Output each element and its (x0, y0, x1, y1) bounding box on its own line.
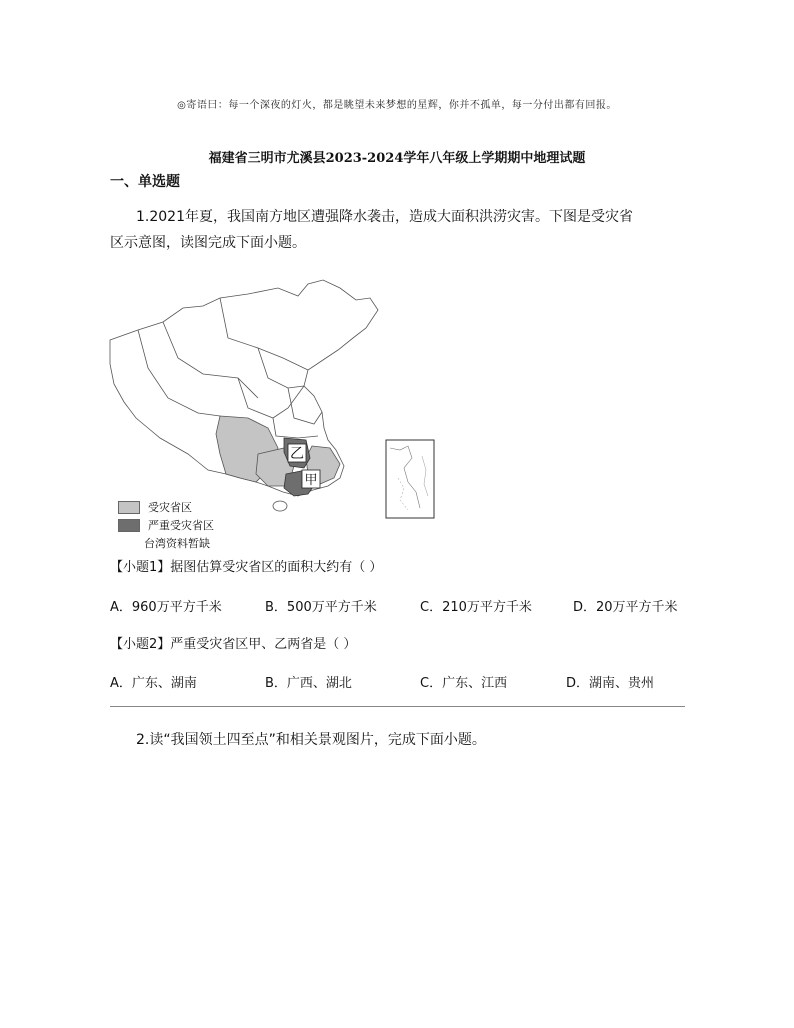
hainan-island (273, 501, 287, 511)
legend-note-text: 台湾资料暂缺 (144, 537, 210, 550)
question-2-stem: 2.读“我国领土四至点”和相关景观图片，完成下面小题。 (136, 732, 486, 748)
option-d[interactable]: D．湖南、贵州 (566, 676, 655, 691)
map-legend (118, 498, 214, 552)
divider (110, 706, 685, 707)
label-yi: 乙 (290, 446, 304, 462)
label-jia: 甲 (304, 473, 318, 488)
page-title: 福建省三明市尤溪县2023-2024学年八年级上学期期中地理试题 (208, 151, 586, 166)
q1-stem-line1: 1.2021年夏，我国南方地区遭强降水袭击，造成大面积洪涝灾害。下图是受灾省 (136, 209, 633, 225)
q1-stem-line2: 区示意图，读图完成下面小题。 (110, 235, 306, 251)
option-c[interactable]: C．210万平方千米 (420, 600, 532, 615)
legend-label-severe: 严重受灾省区 (148, 519, 214, 532)
option-c[interactable]: C．广东、江西 (420, 676, 508, 691)
legend-swatch-affected (118, 501, 140, 514)
option-b[interactable]: B．广西、湖北 (265, 676, 352, 691)
option-b[interactable]: B．500万平方千米 (265, 600, 377, 615)
south-china-sea-inset (386, 440, 434, 518)
sub-question-2-prompt: 【小题2】严重受灾省区甲、乙两省是（ ） (110, 637, 357, 652)
legend-item-affected (118, 498, 214, 516)
option-d[interactable]: D．20万平方千米 (573, 600, 678, 615)
section-heading: 一、单选题 (110, 174, 180, 190)
motto-line: ◎寄语曰：每一个深夜的灯火，都是眺望未来梦想的星辉，你并不孤单，每一分付出都有回报。 (177, 100, 617, 111)
option-a[interactable]: A．960万平方千米 (110, 600, 222, 615)
question-1-stem (110, 204, 685, 256)
legend-label-affected: 受灾省区 (148, 501, 192, 514)
legend-swatch-severe (118, 519, 140, 532)
legend-note (118, 534, 214, 552)
option-a[interactable]: A．广东、湖南 (110, 676, 197, 691)
legend-item-severe (118, 516, 214, 534)
sub-question-1-prompt: 【小题1】据图估算受灾省区的面积大约有（ ） (110, 560, 383, 575)
